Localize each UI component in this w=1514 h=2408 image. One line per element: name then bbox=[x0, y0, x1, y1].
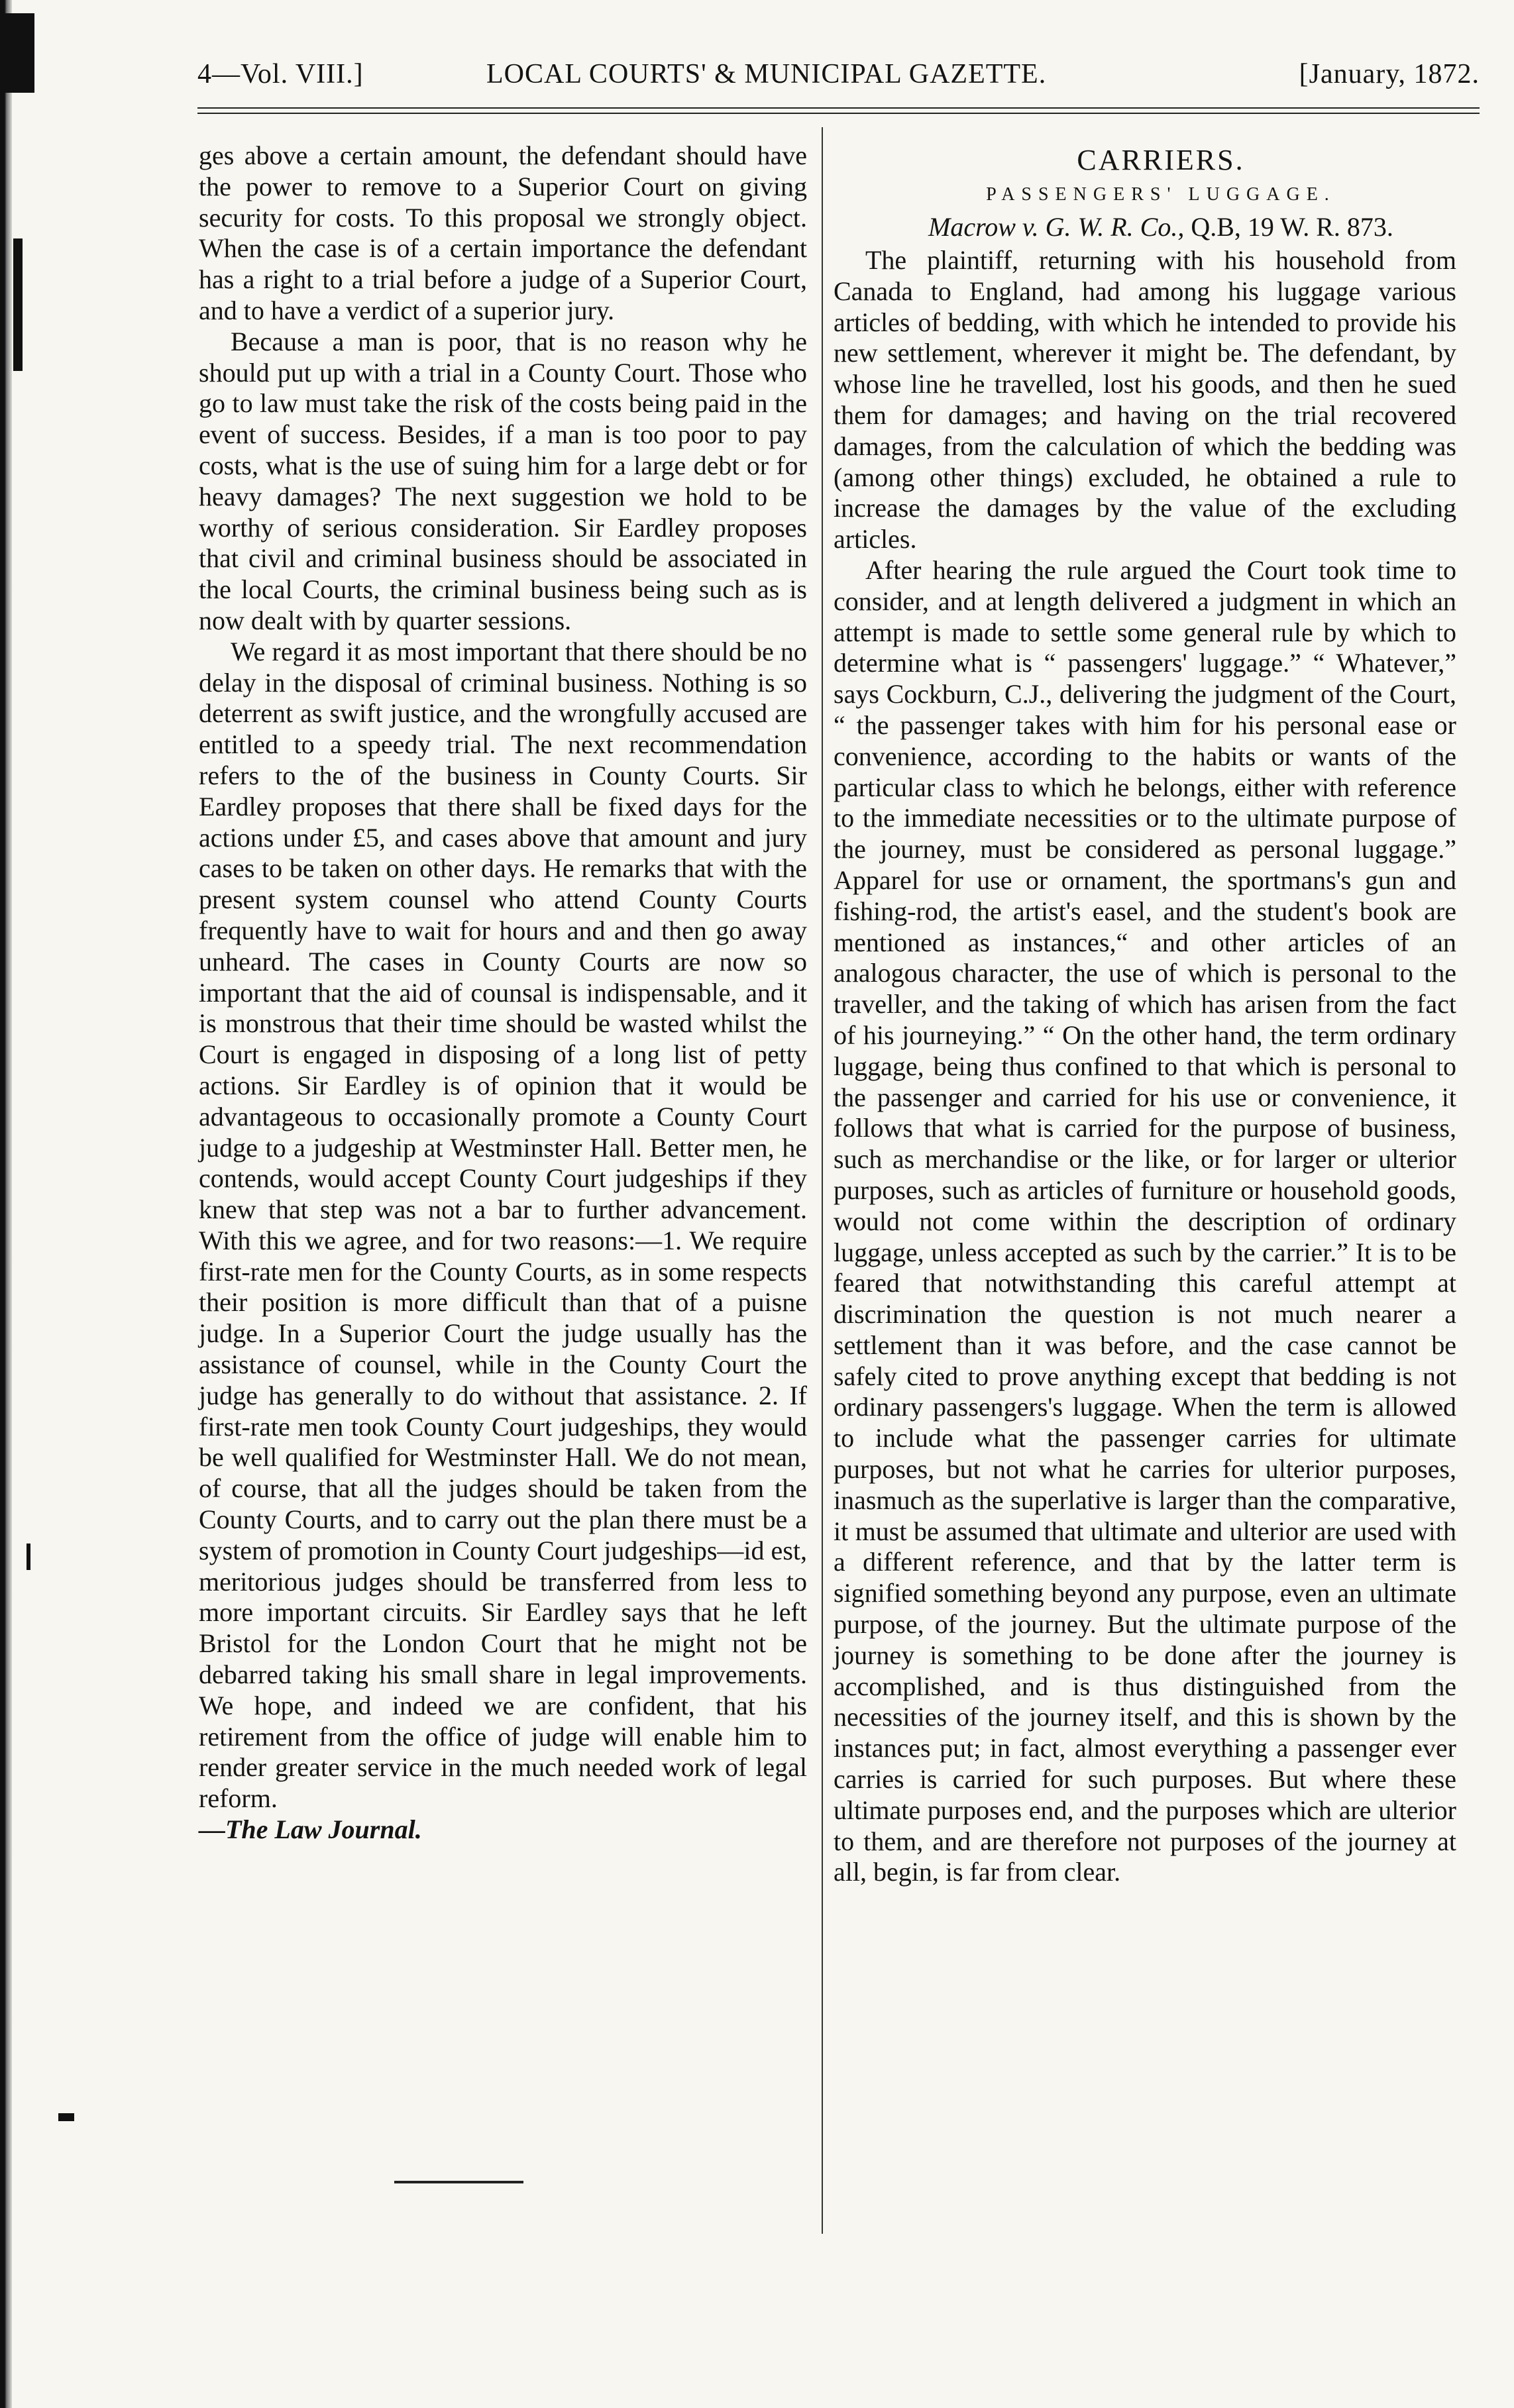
issue-date: [January, 1872. bbox=[1299, 59, 1480, 89]
column-divider bbox=[822, 127, 823, 2234]
header-rule-bottom bbox=[197, 113, 1480, 114]
page-header bbox=[197, 58, 1480, 97]
edge-mark bbox=[13, 238, 23, 371]
article-end-rule bbox=[394, 2181, 523, 2183]
paragraph: We regard it as most important that there should be no delay in the disposal of criminal business. Nothing is so deterrent as swift justice, and the wrongfully accused are entitled to a speedy trial. The next recommendation refers to the of the business in County Courts. Sir Eardley proposes that there shall be fixed days for the actions under £5, and cases above that amount and jury cases to be taken on other days. He remarks that with the present system counsel who attend County Courts frequently have to wait for hours and and then go away unheard. The cases in County Courts are now so important that the aid of counsal is indispensable, and it is monstrous that their time should be wasted whilst the Court is engaged in disposing of a long list of petty actions. Sir Eardley is of opinion that it would be advantageous to occasionally promote a County Court judge to a judgeship at Westminster Hall. Better men, he contends, would accept County Court judgeships if they knew that step was not a bar to further advancement. With this we agree, and for two reasons:—1. We require first-rate men for the County Courts, as in some respects their position is more difficult than that of a puisne judge. In a Superior Court the judge usually has the assistance of counsel, while in the County Court the judge has generally to do without that assistance. 2. If first-rate men took County Court judgeships, they would be well qualified for Westminster Hall. We do not mean, of course, that all the judges should be taken from the County Courts, and to carry out the plan there must be a system of promotion in County Court judgeships—id est, meritorious judges should be transferred from less to more important circuits. Sir Eardley says that he left Bristol for the London Court that he might not be debarred taking his small share in legal improvements. We hope, and indeed we are confident, that his retirement from the office of judge will enable him to render greater service in the much needed work of legal reform. bbox=[199, 636, 807, 1814]
section-title: CARRIERS. bbox=[1077, 144, 1245, 176]
case-citation bbox=[834, 209, 1456, 245]
edge-mark bbox=[27, 1544, 30, 1570]
header-rule-top bbox=[197, 107, 1480, 109]
binding-edge bbox=[0, 0, 12, 2408]
paragraph: The plaintiff, returning with his household from Canada to England, had among his luggage various articles of bedding, with which he intended to provide his new settlement, wherever it might be. The defendant, by whose line he travelled, lost his goods, and then he sued them for damages; and having on the trial recovered damages, from the calculation of which the bedding was (among other things) excluded, he obtained a rule to increase the damages by the value of the excluding articles. bbox=[834, 245, 1456, 554]
right-column bbox=[834, 140, 1456, 1888]
paragraph: ges above a certain amount, the defendant should have the power to remove to a Superior Court on giving security for costs. To this proposal we strongly object. When the case is of a certain importance the defendant has a right to a trial before a judge of a Superior Court, and to have a verdict of a superior jury. bbox=[199, 140, 807, 325]
publication-title: LOCAL COURTS' & MUNICIPAL GAZETTE. bbox=[486, 59, 1047, 89]
section-subtitle: PASSENGERS' LUGGAGE. bbox=[986, 184, 1336, 205]
left-column bbox=[199, 140, 807, 1846]
edge-mark bbox=[58, 2113, 74, 2121]
case-name: Macrow v. G. W. R. Co., bbox=[928, 212, 1185, 242]
edge-mark bbox=[0, 13, 34, 93]
case-reference: Q.B, 19 W. R. 873. bbox=[1191, 212, 1393, 242]
paragraph: After hearing the rule argued the Court took time to consider, and at length delivered a judgment in which an attempt is made to settle some general rule by which to determine what is “ passengers' luggage.” “ Whatever,” says Cockburn, C.J., delivering the judgment of the Court, “ the passenger takes with him for his personal ease or convenience, according to the habits or wants of the particular class to which he belongs, either with reference to the immediate necessities or to the ultimate purpose of the journey, must be considered as personal luggage.” Apparel for use or ornament, the sportmans's gun and fishing-rod, the artist's easel, and the student's book are mentioned as instances,“ and other articles of an analogous character, the use of which is personal to the traveller, and the taking of which has arisen from the fact of his journeying.” “ On the other hand, the term ordinary luggage, being thus confined to that which is personal to the passenger and carried for his use or convenience, it follows that what is carried for the purpose of business, such as merchandise or the like, or for larger or ulterior purposes, such as articles of furniture or household goods, would not come within the description of ordinary luggage, unless accepted as such by the carrier.” It is to be feared that notwithstanding this careful attempt at discrimination the question is not much nearer a settlement than it was before, and the case cannot be safely cited to prove anything except that bedding is not ordinary passengers's luggage. When the term is allowed to include what the passenger carries for ultimate purposes, but not what he carries for ulterior purposes, inasmuch as the superlative is larger than the comparative, it must be assumed that ultimate and ulterior are used with a different reference, and that by the latter term is signified something beyond any purpose, even an ultimate purpose, of the journey. But the ultimate purpose of the journey is something to be done after the journey is accomplished, and is thus distinguished from the necessities of the journey itself, and this is shown by the instances put; in fact, almost everything a passenger ever carries is carried for such purposes. But where these ultimate purposes end, and the purposes which are ulterior to them, and are therefore not purposes of the journey at all, begin, is far from clear. bbox=[834, 554, 1456, 1887]
paragraph: Because a man is poor, that is no reason why he should put up with a trial in a County Court. Those who go to law must take the risk of the costs being paid in the event of success. Besides, if a man is too poor to pay costs, what is the use of suing him for a large debt or for heavy damages? The next suggestion we hold to be worthy of serious consideration. Sir Eardley proposes that civil and criminal business should be associated in the local Courts, the criminal business being such as is now dealt with by quarter sessions. bbox=[199, 326, 807, 635]
page-number: 4—Vol. VIII.] bbox=[197, 59, 364, 89]
source-signature: —The Law Journal. bbox=[199, 1814, 422, 1845]
